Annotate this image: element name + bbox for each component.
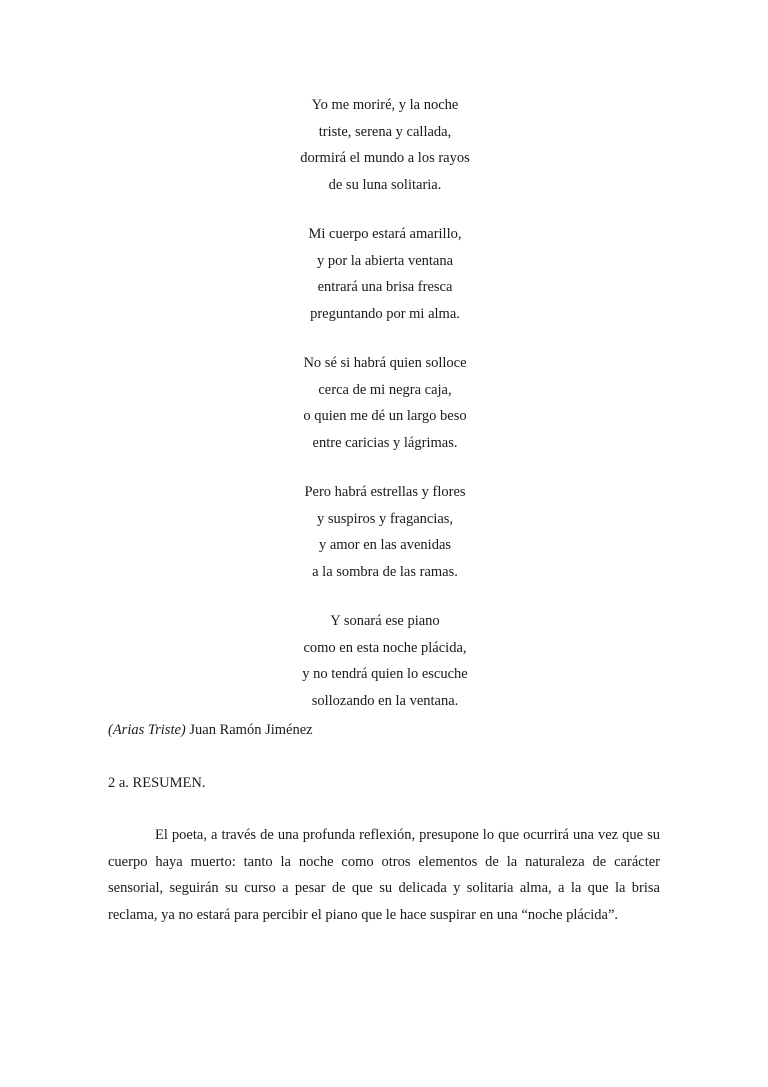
poem-line: triste, serena y callada, bbox=[318, 123, 452, 140]
poem-line: sollozando en la ventana. bbox=[311, 692, 459, 709]
poem-line: entrará una brisa fresca bbox=[317, 279, 453, 295]
poem bbox=[230, 92, 540, 737]
poem-line: y suspiros y fragancias, bbox=[316, 510, 454, 527]
poem-line: y no tendrá quien lo escuche bbox=[302, 666, 468, 682]
poem-line: preguntando por mi alma. bbox=[310, 305, 460, 322]
poem-line: como en esta noche plácida, bbox=[303, 639, 467, 656]
poem-line: Pero habrá estrellas y flores bbox=[304, 484, 466, 500]
poem-line: de su luna solitaria. bbox=[328, 176, 442, 193]
poem-stanza-3 bbox=[230, 350, 540, 456]
author-name: Juan Ramón Jiménez bbox=[189, 722, 313, 738]
poem-line: Yo me moriré, y la noche bbox=[311, 97, 459, 113]
poem-line: o quien me dé un largo beso bbox=[303, 408, 467, 424]
poem-line: Y sonará ese piano bbox=[330, 613, 440, 629]
poem-line: a la sombra de las ramas. bbox=[312, 563, 458, 580]
poem-line: No sé si habrá quien solloce bbox=[303, 355, 467, 371]
work-title: (Arias Triste) bbox=[108, 722, 186, 738]
poem-stanza-4 bbox=[230, 479, 540, 585]
poem-stanza-5 bbox=[230, 608, 540, 714]
section-heading: 2 a. RESUMEN. bbox=[108, 775, 206, 791]
poem-line: entre caricias y lágrimas. bbox=[312, 434, 458, 451]
poem-line: Mi cuerpo estará amarillo, bbox=[308, 226, 462, 242]
poem-stanza-1 bbox=[230, 92, 540, 198]
summary-paragraph: El poeta, a través de una profunda reflexión, presupone lo que ocurrirá una vez que su cuerpo haya muerto: tanto la noche como otros elementos de la naturaleza de carácter sensorial, seguirán su curso a pesar de que su delicada y solitaria alma, a la que la brisa reclama, ya no estará para percibir el piano que le hace suspirar en una “noche plácida”. bbox=[108, 827, 660, 923]
poem-line: cerca de mi negra caja, bbox=[318, 381, 452, 398]
poem-line: y por la abierta ventana bbox=[316, 252, 454, 269]
poem-line: y amor en las avenidas bbox=[318, 537, 452, 553]
poem-attribution bbox=[108, 718, 313, 742]
poem-line: dormirá el mundo a los rayos bbox=[300, 150, 470, 166]
poem-stanza-2 bbox=[230, 221, 540, 327]
